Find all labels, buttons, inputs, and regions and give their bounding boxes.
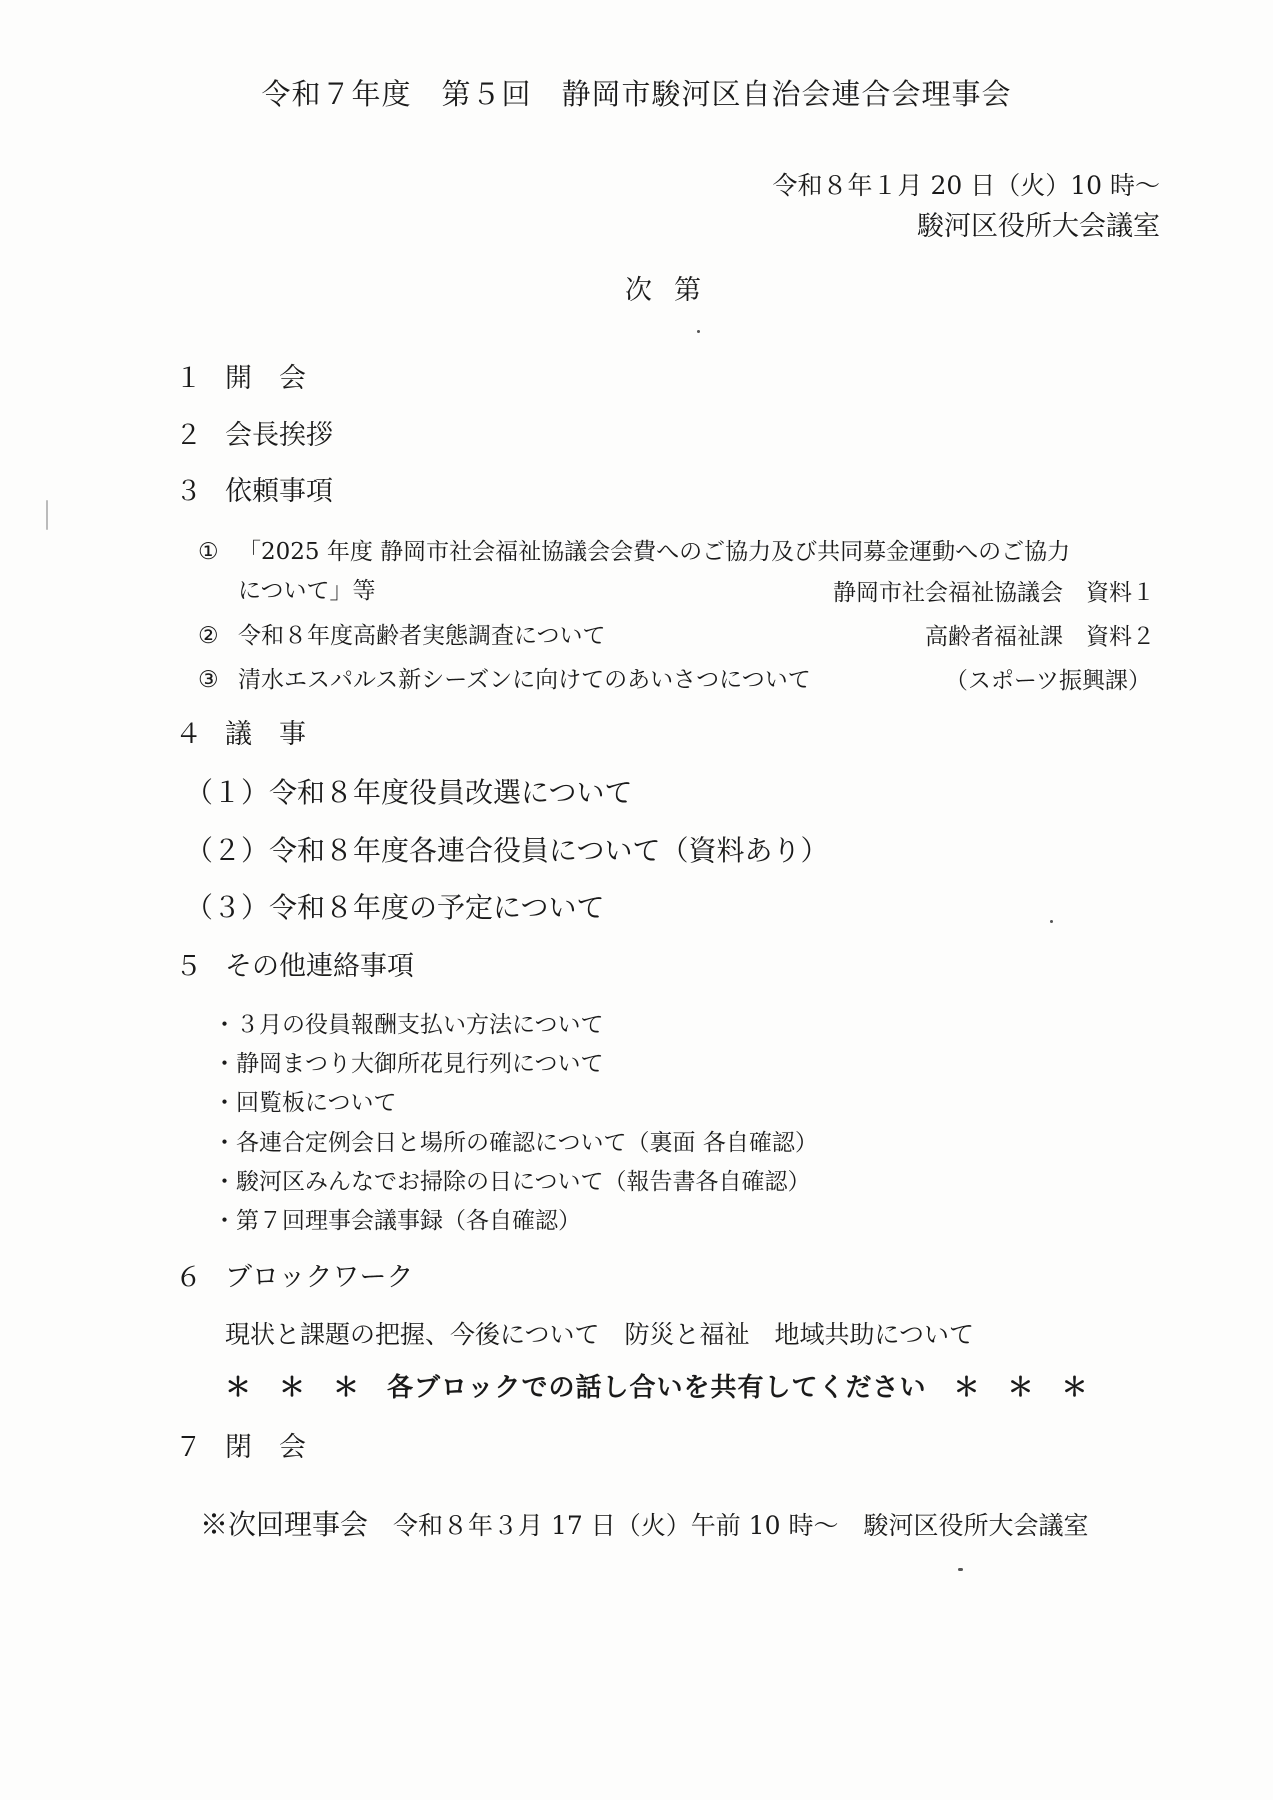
proceeding-item: （２）令和８年度各連合役員について（資料あり） bbox=[185, 834, 829, 867]
section-number: ５ bbox=[175, 951, 202, 982]
notice-item: ・回覧板について bbox=[213, 1090, 397, 1116]
scan-speck bbox=[958, 1568, 963, 1571]
proceeding-item: （３）令和８年度の予定について bbox=[185, 891, 605, 924]
agenda-title: 次第 bbox=[625, 275, 723, 306]
section-number: ７ bbox=[175, 1432, 202, 1463]
request-marker: ① bbox=[198, 539, 219, 565]
notice-item: ・駿河区みんなでお掃除の日について（報告書各自確認） bbox=[213, 1169, 811, 1195]
scan-speck bbox=[697, 330, 700, 333]
request-text: 「2025 年度 静岡市社会福祉協議会会費へのご協力及び共同募金運動へのご協力 bbox=[238, 539, 1071, 565]
section-number: １ bbox=[175, 363, 202, 394]
request-marker: ③ bbox=[198, 667, 219, 693]
section-2 bbox=[175, 413, 333, 452]
page-title: 令和７年度 第５回 静岡市駿河区自治会連合会理事会 bbox=[261, 77, 1012, 111]
request-source: 静岡市社会福祉協議会 資料１ bbox=[833, 580, 1155, 606]
request-item-3 bbox=[198, 661, 811, 694]
section-6 bbox=[175, 1255, 413, 1294]
section-label: ブロックワーク bbox=[225, 1262, 414, 1293]
section-number: ２ bbox=[175, 420, 202, 451]
section-5 bbox=[175, 944, 414, 983]
request-marker: ② bbox=[198, 623, 219, 649]
scan-speck bbox=[46, 500, 48, 530]
blockwork-topic: 現状と課題の把握、今後について 防災と福祉 地域共助について bbox=[225, 1320, 975, 1349]
section-number: ３ bbox=[175, 476, 202, 507]
next-meeting-lead: ※次回理事会 bbox=[200, 1508, 369, 1541]
next-meeting-details: 令和８年３月 17 日（火）午前 10 時～ 駿河区役所大会議室 bbox=[393, 1511, 1089, 1540]
request-source: （スポーツ振興課） bbox=[944, 668, 1151, 694]
notice-item: ・静岡まつり大御所花見行列について bbox=[213, 1051, 604, 1077]
section-3 bbox=[175, 469, 333, 508]
request-text: 清水エスパルス新シーズンに向けてのあいさつについて bbox=[238, 667, 811, 693]
section-label: 依頼事項 bbox=[225, 476, 333, 507]
section-label: その他連絡事項 bbox=[225, 951, 414, 982]
proceeding-item: （１）令和８年度役員改選について bbox=[185, 776, 633, 809]
section-number: ４ bbox=[175, 719, 202, 750]
notice-item: ・各連合定例会日と場所の確認について（裏面 各自確認） bbox=[213, 1130, 818, 1156]
meeting-datetime: 令和８年１月 20 日（火）10 時～ bbox=[772, 171, 1160, 200]
section-label: 議 事 bbox=[225, 719, 306, 750]
blockwork-instruction: ＊ ＊ ＊ 各ブロックでの話し合いを共有してください ＊ ＊ ＊ bbox=[225, 1373, 1089, 1403]
section-4 bbox=[175, 712, 306, 751]
request-text: 令和８年度高齢者実態調査について bbox=[238, 623, 606, 649]
request-item-2 bbox=[198, 617, 606, 650]
section-label: 会長挨拶 bbox=[225, 420, 333, 451]
section-number: ６ bbox=[175, 1262, 202, 1293]
notice-item: ・３月の役員報酬支払い方法について bbox=[213, 1012, 604, 1038]
notice-item: ・第７回理事会議事録（各自確認） bbox=[213, 1208, 581, 1234]
request-item-1-continued: について」等 bbox=[238, 578, 376, 604]
next-meeting bbox=[200, 1503, 1088, 1543]
meeting-place: 駿河区役所大会議室 bbox=[917, 211, 1160, 242]
request-source: 高齢者福祉課 資料２ bbox=[925, 624, 1155, 650]
section-label: 開 会 bbox=[225, 363, 306, 394]
section-1 bbox=[175, 356, 306, 395]
section-label: 閉 会 bbox=[225, 1432, 306, 1463]
scan-speck bbox=[1050, 920, 1053, 923]
section-7 bbox=[175, 1425, 306, 1464]
request-item-1 bbox=[198, 533, 1070, 566]
